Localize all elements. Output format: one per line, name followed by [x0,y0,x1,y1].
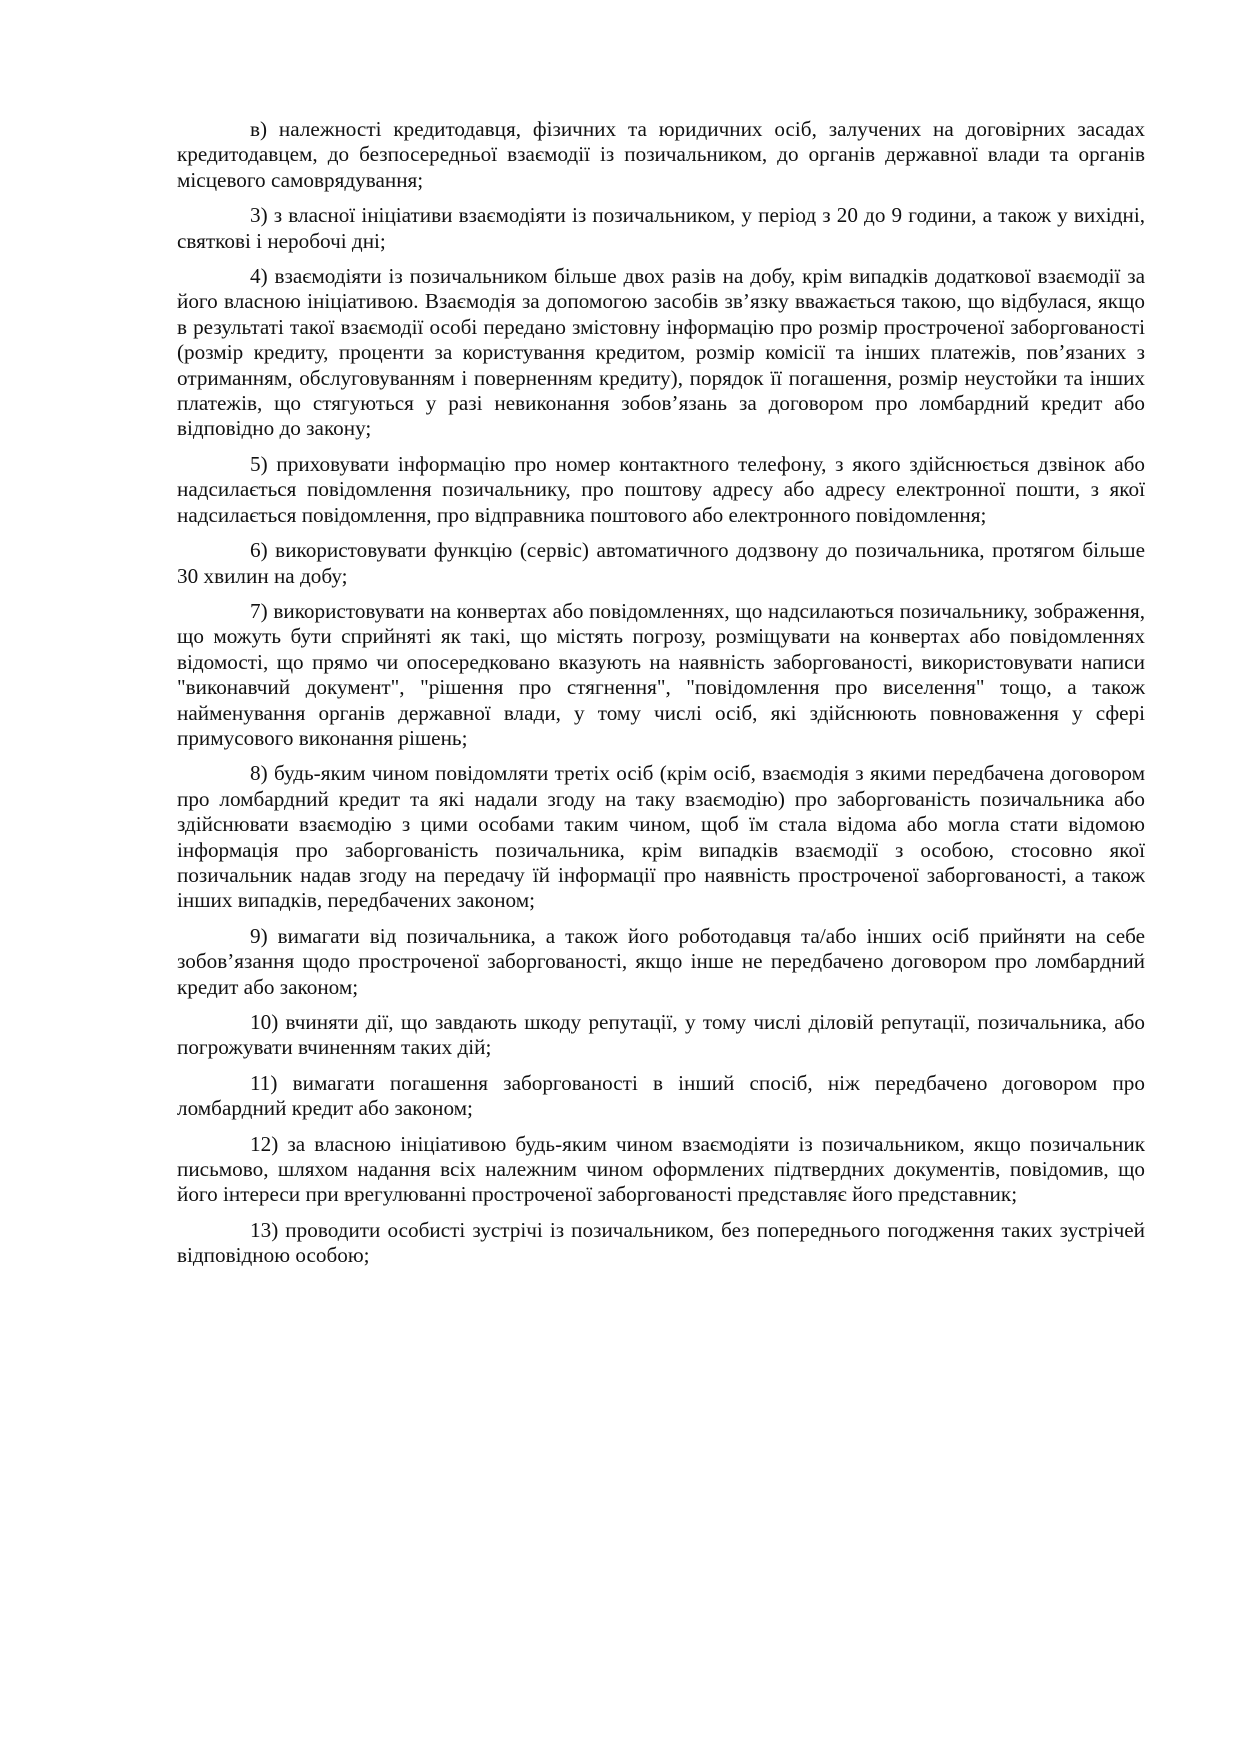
paragraph-item-v: в) належності кредитодавця, фізичних та юридичних осіб, залучених на договірних засадах кредитодавцем, до безпосередньої взаємодії із позичальником, до органів державної влади та органів місцевого самоврядування; [177,117,1145,192]
paragraph-item-12: 12) за власною ініціативою будь-яким чином взаємодіяти із позичальником, якщо позичальник письмово, шляхом надання всіх належним чином оформлених підтвердних документів, повідомив, що його інтереси при врегулюванні простроченої заборгованості представляє його представник; [177,1131,1145,1207]
paragraph-item-13: 13) проводити особисті зустрічі із позичальником, без попереднього погодження таких зустрічей відповідною особою; [177,1217,1145,1268]
paragraph-item-4: 4) взаємодіяти із позичальником більше двох разів на добу, крім випадків додаткової взаємодії за його власною ініціативою. Взаємодія за допомогою засобів зв’язку вважається такою, що відбулася, якщо в результаті такої взаємодії особі передано змістовну інформацію про розмір простроченої заборгованості (розмір кредиту, проценти за користування кредитом, розмір комісії та інших платежів, пов’язаних з отриманням, обслуговуванням і поверненням кредиту), порядок її погашення, розмір неустойки та інших платежів, що стягуються у разі невиконання зобов’язань за договором про ломбардний кредит або відповідно до закону; [177,264,1145,441]
paragraph-item-3: 3) з власної ініціативи взаємодіяти із позичальником, у період з 20 до 9 години, а також у вихідні, святкові і неробочі дні; [177,203,1145,253]
paragraph-item-6: 6) використовувати функцію (сервіс) автоматичного додзвону до позичальника, протягом більше 30 хвилин на добу; [177,538,1145,588]
paragraph-item-7: 7) використовувати на конвертах або повідомленнях, що надсилаються позичальнику, зображення, що можуть бути сприйняті як такі, що містять погрозу, розміщувати на конвертах або повідомленнях відомості, що прямо чи опосередковано вказують на наявність заборгованості, використовувати написи "виконавчий документ", "рішення про стягнення", "повідомлення про виселення" тощо, а також найменування органів державної влади, у тому числі осіб, які здійснюють повноваження у сфері примусового виконання рішень; [177,598,1145,750]
document-page [177,117,1145,1279]
paragraph-item-8: 8) будь-яким чином повідомляти третіх осіб (крім осіб, взаємодія з якими передбачена договором про ломбардний кредит та які надали згоду на таку взаємодію) про заборгованість позичальника або здійснювати взаємодію з цими особами таким чином, щоб їм стала відома або могла стати відомою інформація про заборгованість позичальника, крім випадків взаємодії з особою, стосовно якої позичальник надав згоду на передачу їй інформації про наявність простроченої заборгованості, а також інших випадків, передбачених законом; [177,761,1145,913]
paragraph-item-11: 11) вимагати погашення заборгованості в інший спосіб, ніж передбачено договором про ломбардний кредит або законом; [177,1070,1145,1121]
paragraph-item-10: 10) вчиняти дії, що завдають шкоду репутації, у тому числі діловій репутації, позичальника, або погрожувати вчиненням таких дій; [177,1010,1145,1060]
paragraph-item-5: 5) приховувати інформацію про номер контактного телефону, з якого здійснюється дзвінок або надсилається повідомлення позичальнику, про поштову адресу або адресу електронної пошти, з якої надсилається повідомлення, про відправника поштового або електронного повідомлення; [177,451,1145,527]
paragraph-item-9: 9) вимагати від позичальника, а також його роботодавця та/або інших осіб прийняти на себе зобов’язання щодо простроченої заборгованості, якщо інше не передбачено договором про ломбардний кредит або законом; [177,923,1145,999]
